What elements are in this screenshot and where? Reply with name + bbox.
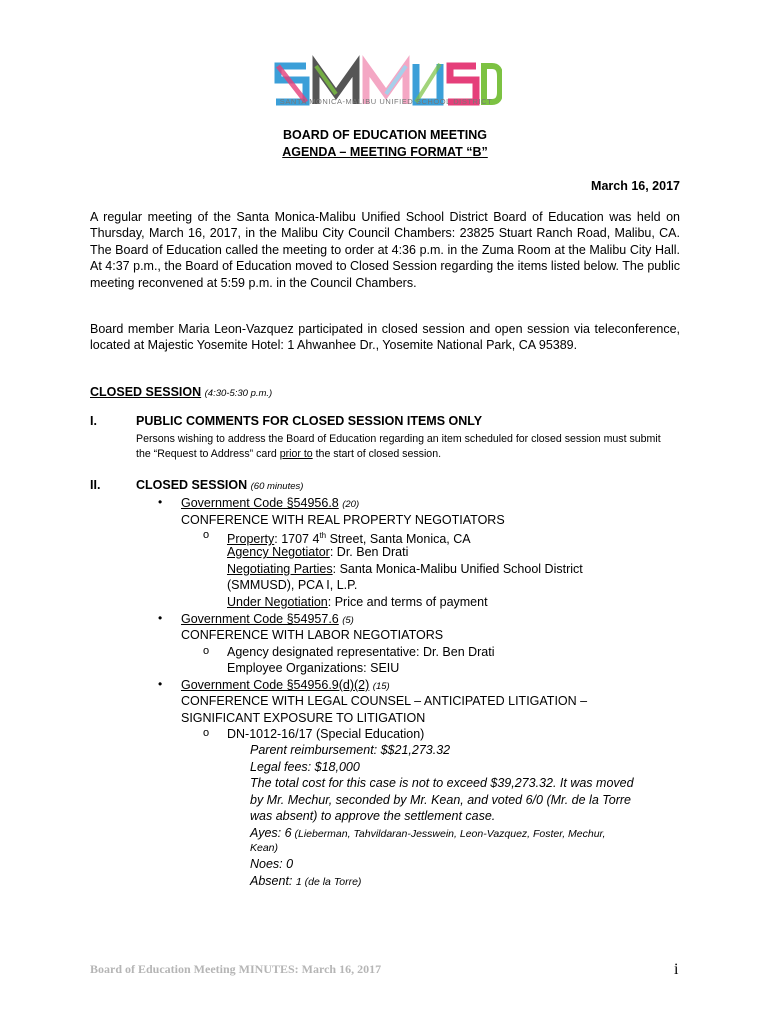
gov-code-54957-6: Government Code §54957.6 (5) bbox=[181, 612, 354, 626]
section-1-title: PUBLIC COMMENTS FOR CLOSED SESSION ITEMS ONLY bbox=[136, 414, 483, 428]
section-2-title: CLOSED SESSION (60 minutes) bbox=[136, 478, 304, 492]
closed-session-heading bbox=[90, 385, 272, 399]
intro-paragraph: A regular meeting of the Santa Monica-Malibu Unified School District Board of Education was held on Thursday, March 16, 2017, in the Malibu City Council Chambers: 23825 Stuart Ranch Road, Malibu, CA. The Board of Education called the meeting to order at 4:36 p.m. in the Zuma Room at the Malibu City Hall. At 4:37 p.m., the Board of Education moved to Closed Session regarding the items listed below. The public meeting reconvened at 5:59 p.m. in the Council Chambers. bbox=[90, 210, 680, 290]
logo-subtitle: SANTA MONICA-MALIBU UNIFIED SCHOOL DISTRICT bbox=[279, 97, 493, 106]
real-property-heading: CONFERENCE WITH REAL PROPERTY NEGOTIATORS bbox=[181, 513, 505, 527]
noes-line: Noes: 0 bbox=[250, 857, 294, 871]
case-number-line: DN-1012-16/17 (Special Education) bbox=[227, 727, 425, 741]
total-cost-line-2: by Mr. Mechur, seconded by Mr. Kean, and voted 6/0 (Mr. de la Torre bbox=[250, 793, 631, 807]
ayes-line: Ayes: 6 (Lieberman, Tahvildaran-Jesswein, Leon-Vazquez, Foster, Mechur, bbox=[250, 826, 606, 840]
closed-session-title: CLOSED SESSION bbox=[90, 385, 202, 399]
total-cost-line-3: was absent) to approve the settlement case. bbox=[250, 809, 496, 823]
circle-bullet-icon: o bbox=[203, 727, 210, 739]
bullet-icon: • bbox=[158, 677, 163, 691]
negotiating-parties-line-2: (SMMUSD), PCA I, L.P. bbox=[227, 578, 358, 592]
property-line: Property: 1707 4th Street, Santa Monica, CA bbox=[227, 531, 471, 547]
section-2-numeral: II. bbox=[90, 478, 101, 492]
agency-negotiator-line: Agency Negotiator: Dr. Ben Drati bbox=[227, 545, 409, 559]
agenda-format: AGENDA – MEETING FORMAT “B” bbox=[282, 145, 488, 159]
parent-reimbursement-line: Parent reimbursement: $$21,273.32 bbox=[250, 743, 451, 757]
gov-code-54956-8: Government Code §54956.8 (20) bbox=[181, 496, 360, 510]
absent-line: Absent: 1 (de la Torre) bbox=[250, 874, 362, 888]
closed-session-time: (4:30-5:30 p.m.) bbox=[204, 388, 273, 399]
total-cost-line-1: The total cost for this case is not to exceed $39,273.32. It was moved bbox=[250, 776, 634, 790]
agency-representative-line: Agency designated representative: Dr. Ben Drati bbox=[227, 645, 495, 659]
ayes-line-2: Kean) bbox=[250, 842, 279, 854]
page-number: i bbox=[674, 961, 679, 978]
under-negotiation-line: Under Negotiation: Price and terms of payment bbox=[227, 595, 488, 609]
section-1-numeral: I. bbox=[90, 414, 97, 428]
labor-negotiators-heading: CONFERENCE WITH LABOR NEGOTIATORS bbox=[181, 628, 444, 642]
teleconference-paragraph: Board member Maria Leon-Vazquez participated in closed session and open session via teleconference, located at Majestic Yosemite Hotel: 1 Ahwanhee Dr., Yosemite National Park, CA 95389. bbox=[90, 322, 680, 353]
negotiating-parties-line: Negotiating Parties: Santa Monica-Malibu Unified School District bbox=[227, 562, 583, 576]
legal-counsel-heading: CONFERENCE WITH LEGAL COUNSEL – ANTICIPATED LITIGATION – bbox=[181, 694, 588, 708]
section-1-note: Persons wishing to address the Board of Education regarding an item scheduled for closed session must submit the “Request to Address” card prior to the start of closed session. bbox=[136, 433, 661, 460]
legal-fees-line: Legal fees: $18,000 bbox=[250, 760, 360, 774]
page-footer: Board of Education Meeting MINUTES: March 16, 2017 bbox=[90, 962, 382, 976]
employee-organizations-line: Employee Organizations: SEIU bbox=[227, 661, 400, 675]
bullet-icon: • bbox=[158, 611, 163, 625]
meeting-title: BOARD OF EDUCATION MEETING bbox=[283, 128, 487, 142]
smmusd-logo bbox=[270, 38, 502, 138]
bullet-icon: • bbox=[158, 495, 163, 509]
legal-counsel-heading-2: SIGNIFICANT EXPOSURE TO LITIGATION bbox=[181, 711, 426, 725]
meeting-date: March 16, 2017 bbox=[591, 179, 680, 193]
circle-bullet-icon: o bbox=[203, 529, 210, 541]
gov-code-54956-9: Government Code §54956.9(d)(2) (15) bbox=[181, 678, 390, 692]
circle-bullet-icon: o bbox=[203, 645, 210, 657]
